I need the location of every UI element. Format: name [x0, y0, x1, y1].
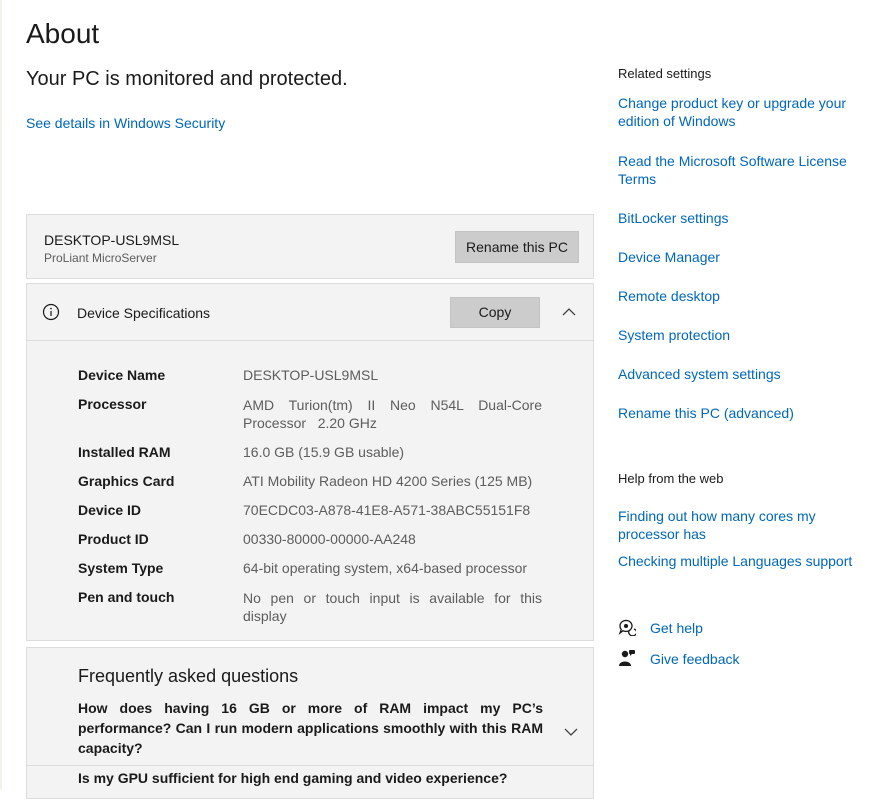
- chevron-down-icon[interactable]: [561, 722, 581, 742]
- pc-name: DESKTOP-USL9MSL: [44, 232, 180, 248]
- faq-question-gpu[interactable]: Is my GPU sufficient for high end gaming and video experience?: [78, 770, 508, 786]
- advanced-system-settings-link[interactable]: Advanced system settings: [618, 366, 781, 382]
- faq-panel: [26, 647, 594, 799]
- get-help-icon: [618, 618, 636, 636]
- spec-value-device-name: DESKTOP-USL9MSL: [243, 367, 379, 383]
- windows-security-link[interactable]: See details in Windows Security: [26, 115, 226, 131]
- get-help-link[interactable]: Get help: [650, 620, 703, 636]
- spec-label-system-type: System Type: [78, 560, 164, 576]
- languages-help-link[interactable]: Checking multiple Languages support: [618, 553, 853, 569]
- cores-help-link[interactable]: Finding out how many cores my processor has: [618, 508, 816, 542]
- device-specifications-title: Device Specifications: [77, 305, 211, 321]
- spec-value-processor: AMD Turion(tm) II Neo N54L Dual-Core Processor 2.20 GHz: [243, 397, 546, 431]
- device-specifications-header[interactable]: [27, 284, 593, 341]
- info-icon: [42, 303, 60, 321]
- change-product-key-link[interactable]: Change product key or upgrade your edition of Windows: [618, 95, 847, 129]
- help-from-web-title: Help from the web: [618, 471, 724, 486]
- remote-desktop-link[interactable]: Remote desktop: [618, 288, 720, 304]
- bitlocker-settings-link[interactable]: BitLocker settings: [618, 210, 729, 226]
- spec-value-system-type: 64-bit operating system, x64-based processor: [243, 560, 528, 576]
- spec-label-product-id: Product ID: [78, 531, 149, 547]
- protection-status: Your PC is monitored and protected.: [26, 68, 348, 90]
- spec-label-device-id: Device ID: [78, 502, 142, 518]
- license-terms-link[interactable]: Read the Microsoft Software License Terms: [618, 153, 847, 187]
- page-title: About: [26, 18, 100, 49]
- system-protection-link[interactable]: System protection: [618, 327, 731, 343]
- device-manager-link[interactable]: Device Manager: [618, 249, 720, 265]
- faq-question-ram[interactable]: How does having 16 GB or more of RAM impact my PC’s performance? Can I run modern applications smoothly with this RAM capacity?: [78, 700, 543, 756]
- device-specifications-panel: [26, 283, 594, 641]
- spec-value-graphics-card: ATI Mobility Radeon HD 4200 Series (125 MB): [243, 473, 533, 489]
- related-settings-title: Related settings: [618, 66, 712, 81]
- spec-value-device-id: 70ECDC03-A878-41E8-A571-38ABC55151F8: [243, 502, 531, 518]
- spec-label-processor: Processor: [78, 396, 147, 412]
- spec-value-product-id: 00330-80000-00000-AA248: [243, 531, 416, 547]
- give-feedback-link[interactable]: Give feedback: [650, 651, 740, 667]
- pc-model: ProLiant MicroServer: [44, 251, 157, 265]
- spec-value-installed-ram: 16.0 GB (15.9 GB usable): [243, 444, 405, 460]
- spec-label-pen-touch: Pen and touch: [78, 589, 175, 605]
- spec-label-installed-ram: Installed RAM: [78, 444, 171, 460]
- rename-pc-advanced-link[interactable]: Rename this PC (advanced): [618, 405, 794, 421]
- chevron-up-icon[interactable]: [559, 302, 579, 322]
- faq-title: Frequently asked questions: [78, 666, 299, 686]
- rename-pc-button[interactable]: Rename this PC: [455, 231, 579, 263]
- spec-label-device-name: Device Name: [78, 367, 166, 383]
- left-edge: [0, 0, 2, 790]
- pc-name-card: [26, 214, 594, 279]
- spec-value-pen-touch: No pen or touch input is available for this display: [243, 590, 542, 624]
- faq-divider: [27, 765, 593, 766]
- copy-button[interactable]: Copy: [450, 297, 540, 328]
- spec-label-graphics-card: Graphics Card: [78, 473, 175, 489]
- feedback-icon: [618, 649, 636, 667]
